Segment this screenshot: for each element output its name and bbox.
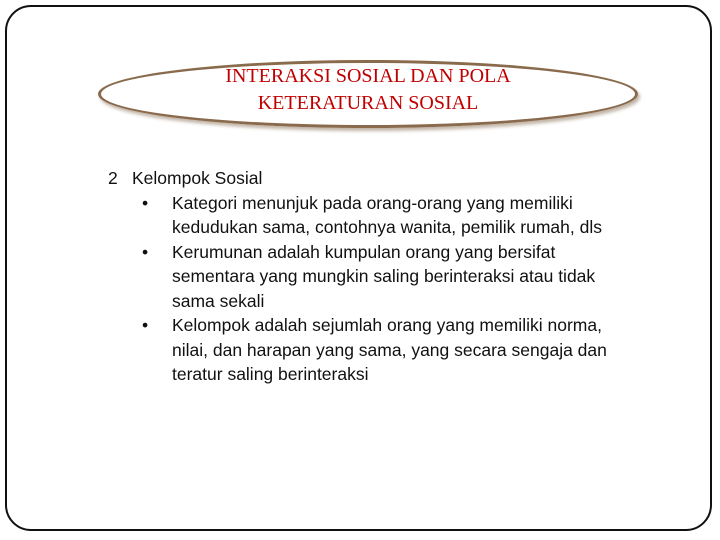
section-heading-text: Kelompok Sosial bbox=[132, 168, 263, 188]
list-item bbox=[108, 191, 642, 240]
list-item-text: Kelompok adalah sejumlah orang yang memiliki norma, nilai, dan harapan yang sama, yang secara sengaja dan teratur saling berinteraksi bbox=[172, 315, 607, 384]
section-heading bbox=[108, 166, 648, 191]
bullet-icon: • bbox=[142, 241, 149, 262]
list-item-text: Kategori menunjuk pada orang-orang yang memiliki kedudukan sama, contohnya wanita, pemilik rumah, dls bbox=[172, 192, 602, 237]
slide-title-line-2: KETERATURAN SOSIAL bbox=[257, 92, 479, 114]
section-number: 2 bbox=[108, 168, 118, 188]
slide-title-line-1: INTERAKSI SOSIAL DAN POLA bbox=[225, 65, 511, 87]
slide-body bbox=[108, 166, 648, 387]
list-item-text: Kerumunan adalah kumpulan orang yang bersifat sementara yang mungkin saling berinteraksi atau tidak sama sekali bbox=[172, 241, 596, 311]
bullet-icon: • bbox=[142, 315, 149, 335]
list-item bbox=[108, 313, 642, 387]
list-item bbox=[108, 240, 642, 314]
bullet-icon: • bbox=[142, 192, 149, 213]
bullet-list bbox=[108, 191, 648, 387]
slide-title bbox=[98, 63, 638, 117]
